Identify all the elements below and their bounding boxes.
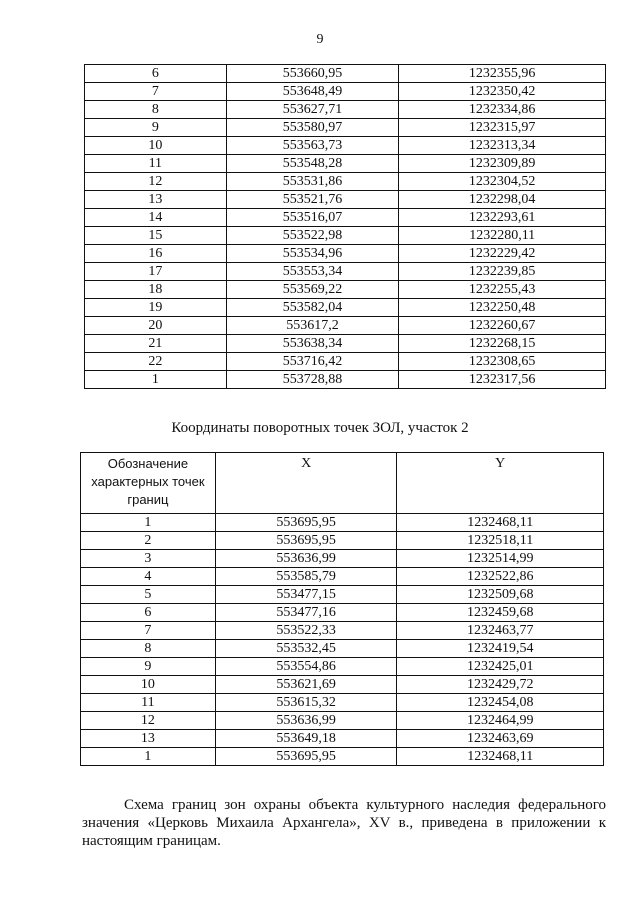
y-coordinate-cell: 1232334,86	[399, 101, 606, 119]
table-row	[81, 622, 604, 640]
point-number-cell: 7	[81, 622, 216, 640]
point-number-cell: 11	[81, 694, 216, 712]
y-coordinate-cell: 1232239,85	[399, 263, 606, 281]
x-coordinate-cell: 553649,18	[215, 730, 397, 748]
closing-paragraph: Схема границ зон охраны объекта культурного наследия федерального значения «Церковь Михаила Архангела», XV в., приведена в приложении к настоящим границам.	[82, 797, 606, 849]
y-coordinate-cell: 1232429,72	[397, 676, 604, 694]
x-coordinate-cell: 553554,86	[215, 658, 397, 676]
table-row	[81, 568, 604, 586]
y-coordinate-cell: 1232355,96	[399, 65, 606, 83]
y-coordinate-cell: 1232463,69	[397, 730, 604, 748]
x-coordinate-cell: 553617,2	[226, 317, 399, 335]
x-coordinate-cell: 553695,95	[215, 514, 397, 532]
point-number-cell: 14	[85, 209, 227, 227]
point-number-cell: 18	[85, 281, 227, 299]
y-coordinate-cell: 1232298,04	[399, 191, 606, 209]
point-number-cell: 10	[81, 676, 216, 694]
x-coordinate-cell: 553532,45	[215, 640, 397, 658]
x-coordinate-cell: 553638,34	[226, 335, 399, 353]
y-coordinate-cell: 1232464,99	[397, 712, 604, 730]
y-coordinate-cell: 1232280,11	[399, 227, 606, 245]
y-coordinate-cell: 1232468,11	[397, 748, 604, 766]
table-row	[85, 119, 606, 137]
table-row	[81, 658, 604, 676]
x-coordinate-cell: 553477,15	[215, 586, 397, 604]
y-coordinate-cell: 1232268,15	[399, 335, 606, 353]
table-row	[81, 694, 604, 712]
table-row	[85, 281, 606, 299]
y-coordinate-cell: 1232425,01	[397, 658, 604, 676]
point-number-cell: 15	[85, 227, 227, 245]
y-coordinate-cell: 1232454,08	[397, 694, 604, 712]
table-row	[85, 65, 606, 83]
x-coordinate-cell: 553477,16	[215, 604, 397, 622]
point-number-cell: 13	[81, 730, 216, 748]
point-number-cell: 11	[85, 155, 227, 173]
table-row	[85, 335, 606, 353]
x-coordinate-cell: 553585,79	[215, 568, 397, 586]
coordinates-table-part1	[84, 64, 606, 389]
y-coordinate-cell: 1232255,43	[399, 281, 606, 299]
table-row	[85, 173, 606, 191]
x-coordinate-cell: 553728,88	[226, 371, 399, 389]
coordinates-table-part2	[80, 452, 604, 766]
x-coordinate-cell: 553648,49	[226, 83, 399, 101]
y-coordinate-cell: 1232514,99	[397, 550, 604, 568]
table-row	[81, 730, 604, 748]
x-coordinate-cell: 553660,95	[226, 65, 399, 83]
point-number-cell: 12	[85, 173, 227, 191]
x-coordinate-cell: 553636,99	[215, 712, 397, 730]
y-coordinate-cell: 1232468,11	[397, 514, 604, 532]
x-coordinate-cell: 553516,07	[226, 209, 399, 227]
point-number-cell: 21	[85, 335, 227, 353]
section-title: Координаты поворотных точек ЗОЛ, участок 2	[171, 420, 469, 436]
y-coordinate-cell: 1232509,68	[397, 586, 604, 604]
y-coordinate-cell: 1232315,97	[399, 119, 606, 137]
point-number-cell: 10	[85, 137, 227, 155]
x-coordinate-cell: 553521,76	[226, 191, 399, 209]
table-row	[85, 353, 606, 371]
table-row	[85, 191, 606, 209]
x-coordinate-cell: 553563,73	[226, 137, 399, 155]
y-coordinate-cell: 1232459,68	[397, 604, 604, 622]
x-coordinate-cell: 553580,97	[226, 119, 399, 137]
point-number-cell: 1	[85, 371, 227, 389]
y-coordinate-cell: 1232317,56	[399, 371, 606, 389]
point-number-cell: 19	[85, 299, 227, 317]
y-coordinate-cell: 1232309,89	[399, 155, 606, 173]
table-row	[85, 101, 606, 119]
point-number-cell: 9	[81, 658, 216, 676]
table-row	[81, 640, 604, 658]
table-row	[85, 317, 606, 335]
y-coordinate-cell: 1232419,54	[397, 640, 604, 658]
table-row	[85, 227, 606, 245]
y-coordinate-cell: 1232229,42	[399, 245, 606, 263]
page-number: 9	[316, 32, 324, 47]
y-coordinate-cell: 1232350,42	[399, 83, 606, 101]
point-number-cell: 6	[85, 65, 227, 83]
point-number-cell: 5	[81, 586, 216, 604]
point-number-cell: 1	[81, 748, 216, 766]
x-coordinate-cell: 553627,71	[226, 101, 399, 119]
table2-header-row	[81, 453, 604, 514]
y-coordinate-cell: 1232313,34	[399, 137, 606, 155]
table-row	[85, 371, 606, 389]
x-coordinate-cell: 553569,22	[226, 281, 399, 299]
table-row	[81, 550, 604, 568]
y-coordinate-cell: 1232304,52	[399, 173, 606, 191]
table-row	[81, 712, 604, 730]
table-row	[81, 748, 604, 766]
point-number-cell: 13	[85, 191, 227, 209]
table-row	[85, 137, 606, 155]
table-row	[81, 532, 604, 550]
y-coordinate-cell: 1232260,67	[399, 317, 606, 335]
table-row	[85, 209, 606, 227]
point-number-cell: 8	[85, 101, 227, 119]
y-coordinate-cell: 1232518,11	[397, 532, 604, 550]
x-coordinate-cell: 553553,34	[226, 263, 399, 281]
table-row	[81, 586, 604, 604]
x-coordinate-cell: 553522,98	[226, 227, 399, 245]
point-number-cell: 22	[85, 353, 227, 371]
x-coordinate-cell: 553522,33	[215, 622, 397, 640]
point-number-cell: 3	[81, 550, 216, 568]
header-y: Y	[397, 453, 604, 514]
header-x: X	[215, 453, 397, 514]
point-number-cell: 4	[81, 568, 216, 586]
table-row	[81, 676, 604, 694]
y-coordinate-cell: 1232308,65	[399, 353, 606, 371]
point-number-cell: 16	[85, 245, 227, 263]
x-coordinate-cell: 553534,96	[226, 245, 399, 263]
table-row	[81, 604, 604, 622]
y-coordinate-cell: 1232293,61	[399, 209, 606, 227]
x-coordinate-cell: 553636,99	[215, 550, 397, 568]
x-coordinate-cell: 553615,32	[215, 694, 397, 712]
point-number-cell: 8	[81, 640, 216, 658]
y-coordinate-cell: 1232522,86	[397, 568, 604, 586]
point-number-cell: 12	[81, 712, 216, 730]
table-row	[85, 299, 606, 317]
table-row	[85, 245, 606, 263]
y-coordinate-cell: 1232463,77	[397, 622, 604, 640]
x-coordinate-cell: 553582,04	[226, 299, 399, 317]
x-coordinate-cell: 553531,86	[226, 173, 399, 191]
point-number-cell: 20	[85, 317, 227, 335]
table-row	[85, 83, 606, 101]
table-row	[85, 155, 606, 173]
point-number-cell: 17	[85, 263, 227, 281]
table1-body	[85, 65, 606, 389]
header-point-designation: Обозначение характерных точек границ	[81, 453, 216, 514]
point-number-cell: 7	[85, 83, 227, 101]
point-number-cell: 2	[81, 532, 216, 550]
table2-body	[81, 514, 604, 766]
x-coordinate-cell: 553695,95	[215, 748, 397, 766]
point-number-cell: 6	[81, 604, 216, 622]
point-number-cell: 1	[81, 514, 216, 532]
y-coordinate-cell: 1232250,48	[399, 299, 606, 317]
table-row	[81, 514, 604, 532]
x-coordinate-cell: 553548,28	[226, 155, 399, 173]
x-coordinate-cell: 553621,69	[215, 676, 397, 694]
table-row	[85, 263, 606, 281]
x-coordinate-cell: 553716,42	[226, 353, 399, 371]
point-number-cell: 9	[85, 119, 227, 137]
x-coordinate-cell: 553695,95	[215, 532, 397, 550]
